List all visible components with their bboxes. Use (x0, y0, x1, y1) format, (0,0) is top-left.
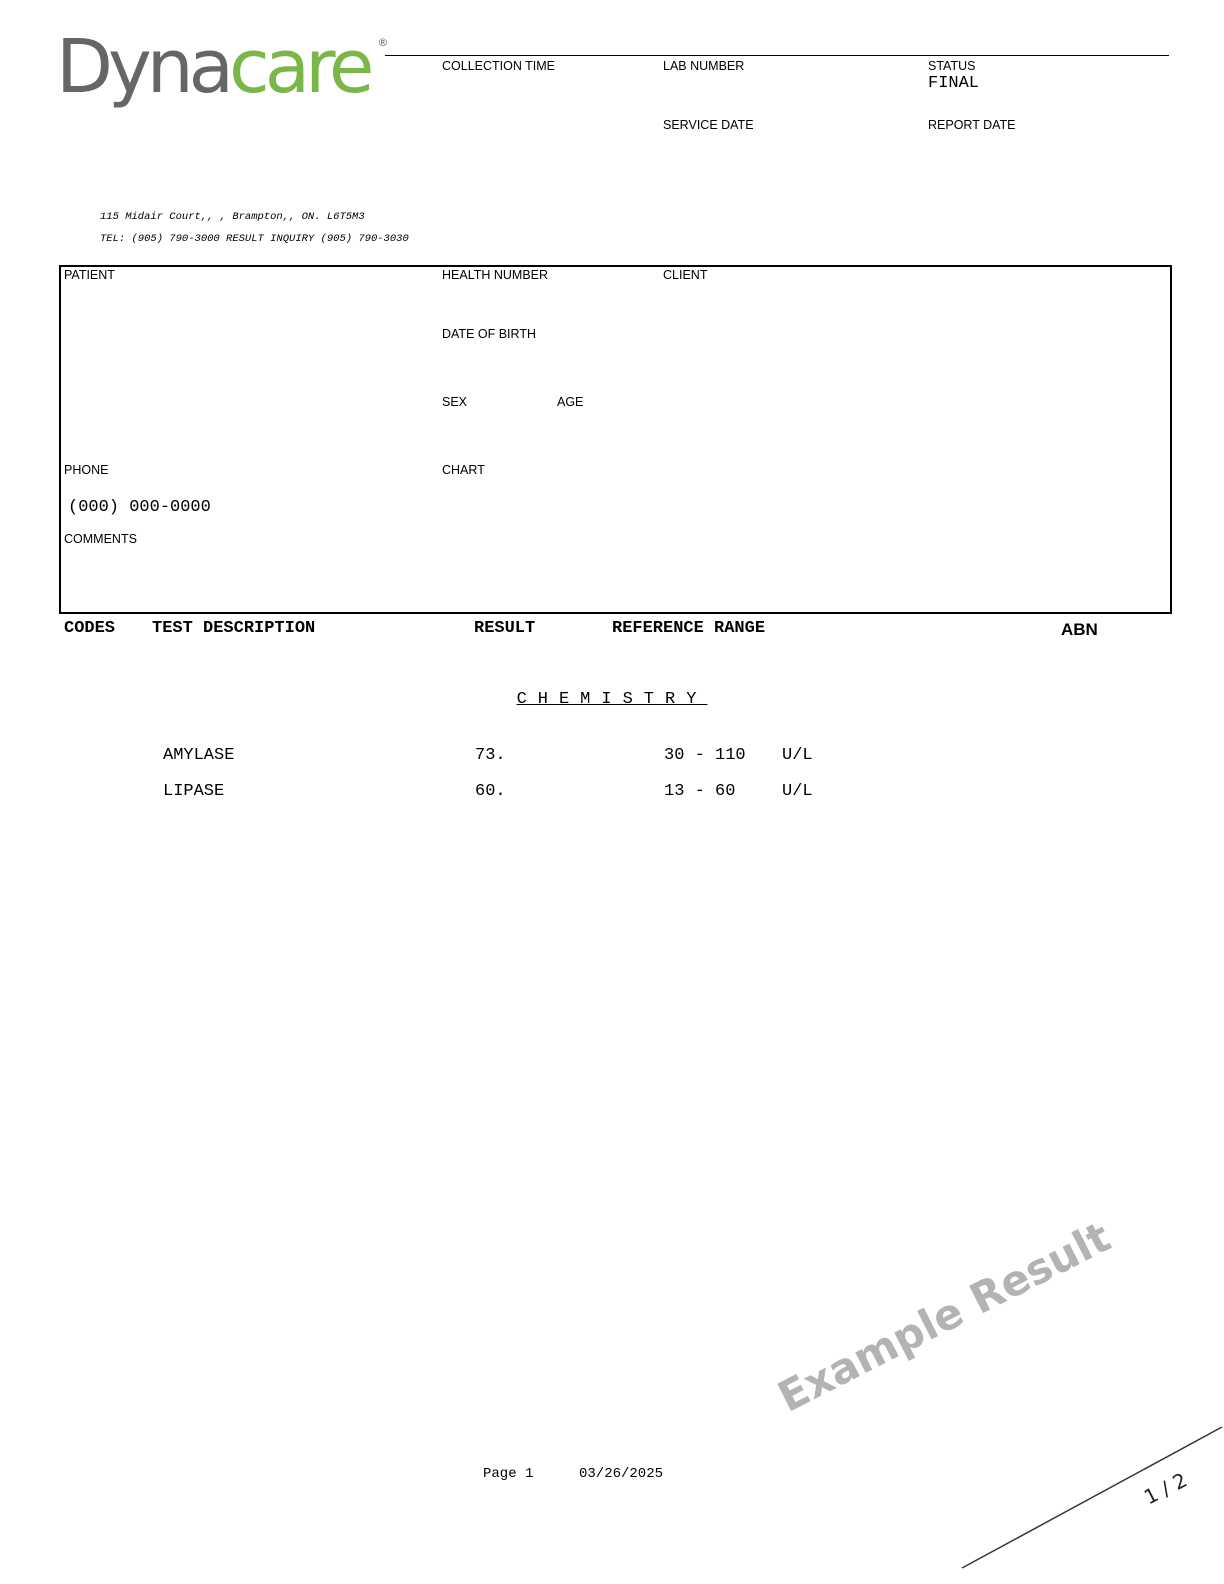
health-number-label: HEALTH NUMBER (442, 268, 549, 282)
status-label: STATUS (928, 59, 976, 73)
address-line-1: 115 Midair Court,, , Brampton,, ON. L6T5M3 (100, 211, 365, 223)
result-row-test: LIPASE (163, 782, 225, 801)
result-row-value: 73. (475, 746, 506, 765)
service-date-label: SERVICE DATE (663, 118, 754, 132)
registered-mark: ® (377, 36, 389, 49)
dob-label: DATE OF BIRTH (442, 327, 536, 341)
patient-label: PATIENT (64, 268, 115, 282)
codes-column-header: CODES (64, 619, 116, 638)
phone-label: PHONE (64, 463, 109, 477)
status-value: FINAL (928, 74, 980, 93)
collection-time-label: COLLECTION TIME (442, 59, 555, 73)
result-row-range: 30 - 110 (664, 746, 746, 765)
result-row-value: 60. (475, 782, 506, 801)
result-row-unit: U/L (782, 746, 813, 765)
footer-page: Page 1 (483, 1466, 534, 1482)
age-label: AGE (557, 395, 584, 409)
section-title: CHEMISTRY (516, 690, 708, 709)
address-line-2: TEL: (905) 790-3000 RESULT INQUIRY (905) 790-3030 (100, 233, 409, 245)
logo-dyna: Dyna (56, 24, 230, 110)
result-row-test: AMYLASE (163, 746, 235, 765)
result-row-unit: U/L (782, 782, 813, 801)
logo-care: care (229, 24, 370, 110)
result-column-header: RESULT (474, 619, 536, 638)
footer-date: 03/26/2025 (579, 1466, 664, 1482)
reference-range-column-header: REFERENCE RANGE (612, 619, 766, 638)
comments-label: COMMENTS (64, 532, 137, 546)
example-result-watermark: Example Result (770, 1211, 1119, 1422)
result-row-range: 13 - 60 (664, 782, 736, 801)
test-description-column-header: TEST DESCRIPTION (152, 619, 316, 638)
abn-column-header: ABN (1061, 620, 1098, 639)
sex-label: SEX (442, 395, 468, 409)
client-label: CLIENT (663, 268, 708, 282)
report-date-label: REPORT DATE (928, 118, 1016, 132)
phone-value: (000) 000-0000 (68, 498, 211, 517)
lab-number-label: LAB NUMBER (663, 59, 745, 73)
page-count: 1 / 2 (1140, 1467, 1191, 1510)
chart-label: CHART (442, 463, 485, 477)
